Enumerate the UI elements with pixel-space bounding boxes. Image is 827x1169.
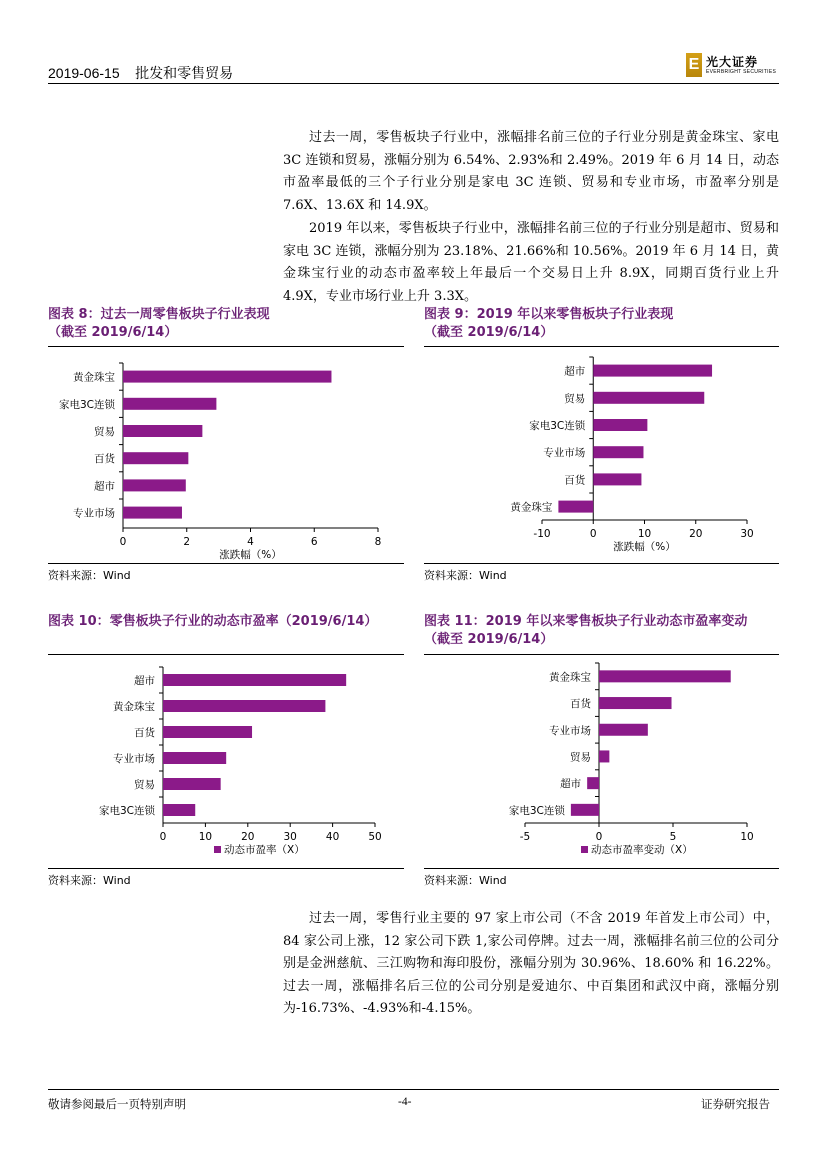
bar-0 [593, 365, 712, 377]
figure-8-svg [48, 347, 404, 563]
category-label-5: 专业市场 [73, 507, 115, 520]
category-label-2: 贸易 [94, 426, 115, 438]
bar-5 [123, 507, 182, 519]
value-tick-label-2: 20 [241, 831, 255, 843]
figure-11-title: 图表 11：2019 年以来零售板块子行业动态市盈率变动 （截至 2019/6/14） [424, 614, 748, 647]
value-tick-label-3: 10 [740, 831, 754, 843]
legend-label: 动态市盈率（X） [224, 844, 305, 856]
logo-en-text: EVERBRIGHT SECURITIES [706, 68, 777, 75]
category-label-0: 黄金珠宝 [73, 371, 115, 384]
company-logo [686, 52, 776, 78]
header-divider [48, 83, 779, 84]
logo-cn-text: 光大证券 [706, 54, 759, 69]
value-tick-label-0: -10 [533, 528, 551, 540]
value-tick-label-4: 30 [740, 528, 754, 540]
value-tick-label-0: 0 [159, 831, 167, 843]
bar-1 [599, 697, 672, 709]
value-tick-label-3: 6 [310, 536, 318, 548]
category-label-0: 黄金珠宝 [549, 671, 591, 684]
legend-swatch [581, 846, 588, 853]
footer-disclaimer: 敬请参阅最后一页特别声明 [48, 1097, 186, 1111]
value-tick-label-1: 10 [198, 831, 213, 843]
figure-10-chart [48, 654, 404, 869]
value-tick-label-0: 0 [119, 536, 127, 548]
paragraph-1: 过去一周，零售板块子行业中，涨幅排名前三位的子行业分别是黄金珠宝、家电 3C 连锁和贸易，涨幅分别为 6.54%、2.93%和 2.49%。2019 年 6 月 14 日，动态市盈率最低的三个子行业分别是家电 3C 连锁、贸易和专业市场，市盈率分别是 7.6X、13.6X 和 14.9X。 [283, 130, 779, 213]
figure-11-svg [424, 655, 779, 868]
legend-label: 动态市盈率变动（X） [591, 844, 693, 856]
value-tick-label-4: 40 [325, 831, 340, 843]
category-label-5: 家电3C连锁 [508, 804, 565, 817]
category-label-3: 百货 [94, 453, 115, 466]
category-label-1: 百货 [570, 698, 591, 711]
footer-page-number: -4- [398, 1096, 412, 1108]
figure-8-source: 资料来源：Wind [48, 569, 131, 582]
bar-3 [163, 752, 226, 764]
value-tick-label-3: 20 [689, 528, 703, 540]
footer-report-type: 证券研究报告 [701, 1097, 770, 1111]
footer-divider [48, 1089, 779, 1090]
bar-0 [163, 674, 346, 686]
value-tick-label-2: 5 [669, 831, 677, 843]
category-label-3: 贸易 [570, 751, 591, 764]
category-label-4: 超市 [560, 778, 582, 791]
bar-1 [163, 700, 325, 712]
category-label-1: 贸易 [564, 392, 586, 405]
bar-2 [599, 724, 648, 736]
category-label-5: 黄金珠宝 [510, 501, 553, 514]
category-label-0: 超市 [564, 365, 586, 378]
bar-0 [599, 670, 731, 682]
paragraph-3: 过去一周，零售行业主要的 97 家上市公司（不含 2019 年首发上市公司）中，84 家公司上涨，12 家公司下跌 1,家公司停牌。过去一周，涨幅排名前三位的公司分别是金洲慈航、三江购物和海印股份，涨幅分别为 30.96%、18.60% 和 16.22%。过去一周，涨幅排名后三位的公司分别是爱迪尔、中百集团和武汉中商，涨幅分别为-16.73%、-4.93%和-4.15%。 [283, 911, 779, 1017]
bar-3 [123, 452, 188, 464]
figure-9-title: 图表 9：2019 年以来零售板块子行业表现 （截至 2019/6/14） [424, 307, 674, 340]
category-label-4: 超市 [94, 480, 115, 493]
category-label-2: 百货 [134, 727, 155, 739]
category-label-4: 贸易 [134, 779, 155, 791]
value-tick-label-0: -5 [519, 831, 531, 843]
bar-4 [587, 777, 599, 789]
figure-8-chart [48, 346, 404, 564]
bar-4 [123, 479, 186, 491]
bar-5 [163, 804, 195, 816]
figure-8-title: 图表 8：过去一周零售板块子行业表现 （截至 2019/6/14） [48, 307, 270, 340]
figure-9-svg [424, 347, 779, 563]
bar-0 [123, 371, 331, 383]
bar-2 [163, 726, 252, 738]
figure-9-chart [424, 346, 779, 564]
figure-10-title: 图表 10：零售板块子行业的动态市盈率（2019/6/14） [48, 614, 378, 629]
figure-10-svg [48, 655, 404, 868]
bar-5 [571, 804, 599, 816]
value-tick-label-4: 8 [374, 536, 382, 548]
x-axis-label: 涨跌幅（%） [613, 541, 676, 553]
category-label-5: 家电3C连锁 [98, 805, 155, 817]
value-tick-label-2: 10 [637, 528, 652, 540]
logo-mark-icon: E [686, 53, 702, 77]
figure-11-source: 资料来源：Wind [424, 874, 507, 887]
category-label-0: 超市 [134, 675, 155, 687]
value-tick-label-1: 0 [589, 528, 597, 540]
bar-4 [163, 778, 221, 790]
legend-swatch [214, 846, 221, 853]
bar-5 [558, 501, 593, 513]
value-tick-label-5: 50 [368, 831, 382, 843]
value-tick-label-1: 0 [595, 831, 603, 843]
category-label-3: 专业市场 [113, 753, 155, 765]
value-tick-label-3: 30 [283, 831, 297, 843]
category-label-1: 黄金珠宝 [113, 701, 155, 713]
bar-3 [599, 750, 609, 762]
category-label-3: 专业市场 [543, 447, 586, 460]
category-label-2: 家电3C连锁 [529, 420, 586, 432]
bar-2 [593, 419, 647, 431]
category-label-4: 百货 [564, 474, 586, 487]
bar-1 [123, 398, 216, 410]
value-tick-label-2: 4 [247, 536, 254, 548]
category-label-2: 专业市场 [549, 724, 591, 737]
figure-9-source: 资料来源：Wind [424, 569, 507, 582]
x-axis-label: 涨跌幅（%） [219, 549, 282, 561]
bar-3 [593, 446, 643, 458]
category-label-1: 家电3C连锁 [58, 398, 115, 411]
figure-10-source: 资料来源：Wind [48, 874, 131, 887]
header-date-industry: 2019-06-15 批发和零售贸易 [48, 65, 234, 81]
paragraph-2: 2019 年以来，零售板块子行业中，涨幅排名前三位的子行业分别是超市、贸易和家电 3C 连锁，涨幅分别为 23.18%、21.66%和 10.56%。2019 年 6 月 14 日，黄金珠宝行业的动态市盈率较上年最后一个交易日上升 8.9X，同期百货行业上升 4.9X，专业市场行业上升 3.3X。 [283, 221, 780, 304]
value-tick-label-1: 2 [183, 536, 191, 548]
bar-1 [593, 392, 704, 404]
bar-2 [123, 425, 202, 437]
figure-11-chart [424, 654, 779, 869]
bar-4 [593, 473, 641, 485]
